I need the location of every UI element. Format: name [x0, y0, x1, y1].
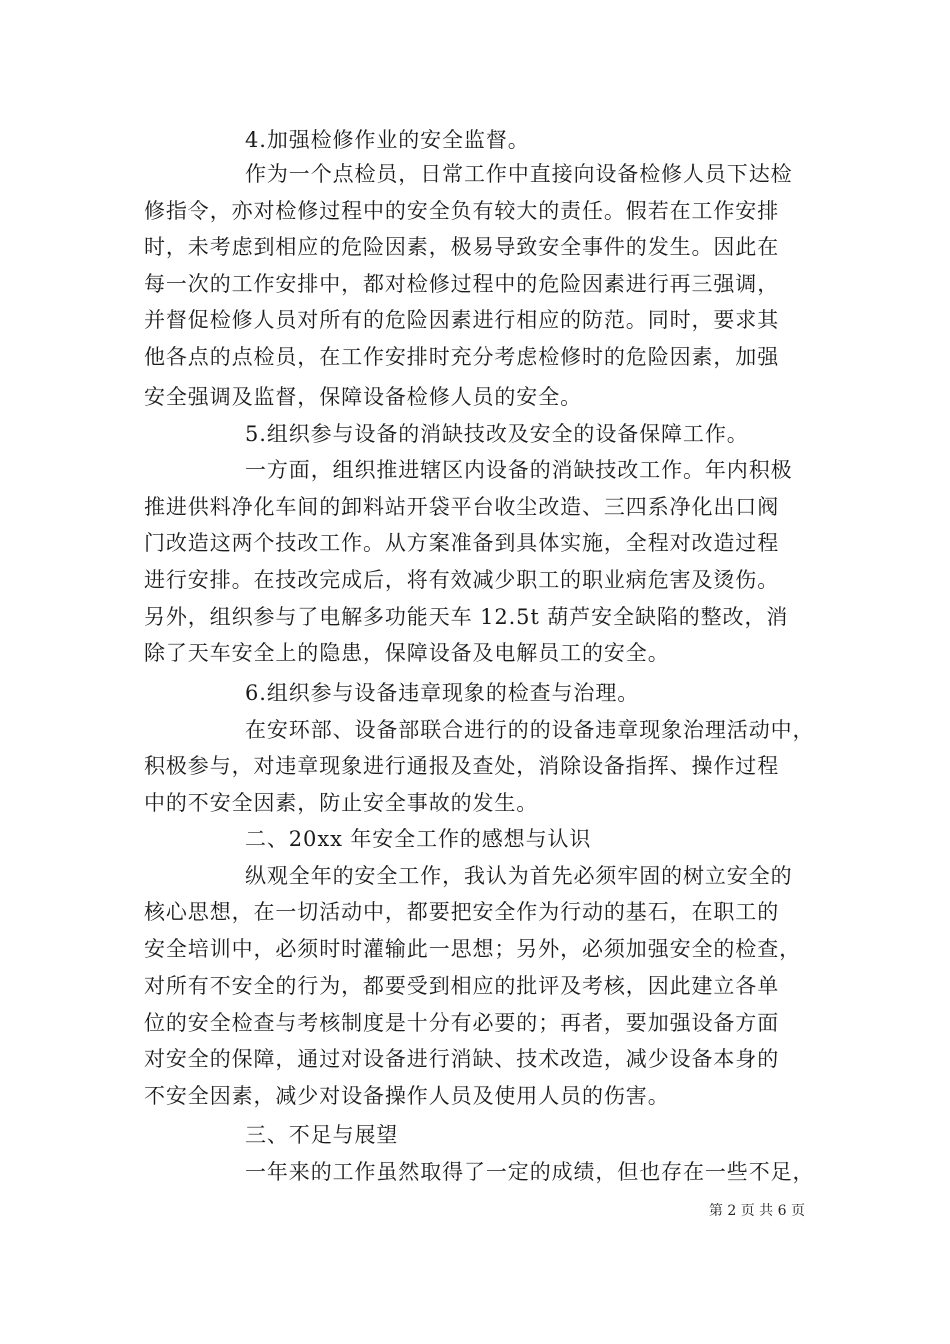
section-heading-4: 4.加强检修作业的安全监督。	[245, 128, 530, 152]
section-heading-3: 三、不足与展望	[245, 1123, 399, 1147]
page-number-footer: 第 2 页 共 6 页	[708, 1203, 805, 1219]
paragraph-line: 一年来的工作虽然取得了一定的成绩，但也存在一些不足，	[245, 1160, 815, 1184]
paragraph-line: 并督促检修人员对所有的危险因素进行相应的防范。同时，要求其	[144, 308, 780, 332]
paragraph-line: 一方面，组织推进辖区内设备的消缺技改工作。年内积极	[245, 458, 793, 482]
paragraph-line: 在安环部、设备部联合进行的的设备违章现象治理活动中，	[245, 718, 815, 742]
section-heading-2: 二、20xx 年安全工作的感想与认识	[245, 827, 592, 851]
paragraph-line: 安全培训中，必须时时灌输此一思想；另外，必须加强安全的检查，	[144, 937, 801, 961]
paragraph-line: 推进供料净化车间的卸料站开袋平台收尘改造、三四系净化出口阀	[144, 495, 780, 519]
paragraph-line: 对安全的保障，通过对设备进行消缺、技术改造，减少设备本身的	[144, 1047, 780, 1071]
paragraph-line: 除了天车安全上的隐患，保障设备及电解员工的安全。	[144, 641, 670, 665]
paragraph-line: 门改造这两个技改工作。从方案准备到具体实施，全程对改造过程	[144, 531, 780, 555]
paragraph-line: 不安全因素，减少对设备操作人员及使用人员的伤害。	[144, 1084, 670, 1108]
paragraph-line: 中的不安全因素，防止安全事故的发生。	[144, 791, 539, 815]
paragraph-line: 对所有不安全的行为，都要受到相应的批评及考核，因此建立各单	[144, 974, 780, 998]
section-heading-6: 6.组织参与设备违章现象的检查与治理。	[245, 681, 640, 705]
paragraph-line: 他各点的点检员，在工作安排时充分考虑检修时的危险因素，加强	[144, 345, 780, 369]
paragraph-line: 安全强调及监督，保障设备检修人员的安全。	[144, 385, 582, 409]
paragraph-line: 纵观全年的安全工作，我认为首先必须牢固的树立安全的	[245, 864, 793, 888]
paragraph-line: 每一次的工作安排中，都对检修过程中的危险因素进行再三强调，	[144, 272, 780, 296]
section-heading-5: 5.组织参与设备的消缺技改及安全的设备保障工作。	[245, 422, 749, 446]
paragraph-line: 修指令，亦对检修过程中的安全负有较大的责任。假若在工作安排	[144, 199, 780, 223]
paragraph-line: 另外，组织参与了电解多功能天车 12.5t 葫芦安全缺陷的整改，消	[144, 605, 789, 629]
paragraph-line: 时，未考虑到相应的危险因素，极易导致安全事件的发生。因此在	[144, 235, 780, 259]
paragraph-line: 核心思想，在一切活动中，都要把安全作为行动的基石，在职工的	[144, 900, 780, 924]
paragraph-line: 作为一个点检员，日常工作中直接向设备检修人员下达检	[245, 162, 793, 186]
paragraph-line: 进行安排。在技改完成后，将有效减少职工的职业病危害及烫伤。	[144, 568, 780, 592]
paragraph-line: 积极参与，对违章现象进行通报及查处，消除设备指挥、操作过程	[144, 754, 780, 778]
paragraph-line: 位的安全检查与考核制度是十分有必要的；再者，要加强设备方面	[144, 1011, 780, 1035]
